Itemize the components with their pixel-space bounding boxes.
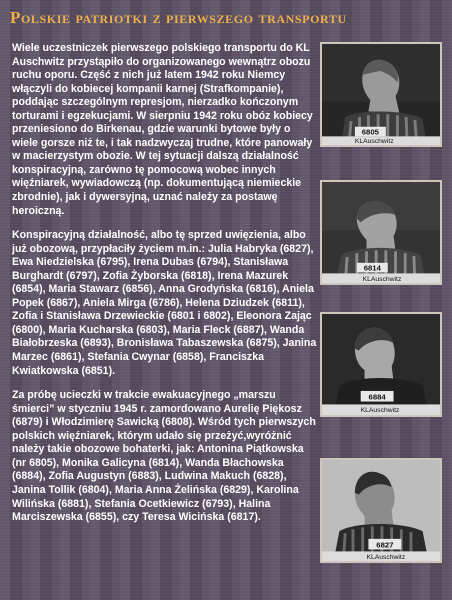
paragraph-resistance: Wiele uczestniczek pierwszego polskiego transportu do KL Auschwitz przystąpiło do organizowanego wewnątrz obozu ruchu oporu. Część z nich już latem 1942 roku Niemcy włączyli do kobiecej kompanii karnej (Strafkompanie), poddając szczególnym represjom, nierzadko kończonym torturami i egzekucjami. W sierpniu 1942 roku obóz kobiecy przeniesiono do Birkenau, gdzie warunki bytowe były o wiele gorsze niż te, i tak nadzwyczaj trudne, które panowały w macierzystym obozie. W tej sytuacji dalszą działalność konspiracyjną, zarówno tę pomocową wobec innych więźniarek, wywiadowczą (np. dokumentującą niemieckie zbrodnie), jak i dywersyjną, uznać należy za postawę heroiczną. [12, 42, 313, 217]
photo-3-camp-label: KLAuschwitz [360, 407, 400, 415]
page-title: Polskie patriotki z pierwszego transportu [10, 8, 347, 27]
photo-2-number: 6814 [363, 263, 381, 273]
prisoner-photo-4 [320, 458, 442, 563]
photo-4-camp-label: KLAuschwitz [366, 554, 406, 561]
photo-2-camp-label: KLAuschwitz [362, 276, 402, 283]
prisoner-photo-2 [320, 180, 442, 285]
article-body [12, 42, 318, 536]
paragraph-victims: Konspiracyjną działalność, albo tę sprzed uwięzienia, albo już obozową, przypłaciły życiem m.in.: Julia Habryka (6827), Ewa Niedzielska (6795), Irena Dubas (6794), Stanisława Burghardt (6797), Zofia Żyborska (6818), Irena Mazurek (6854), Maria Stawarz (6856), Anna Grodyńska (6816), Aniela Popek (6867), Aniela Mirga (6786), Helena Dziudzek (6811), Zofia i Stanisława Drzewieckie (6801 i 6802), Eleonora Zając (6800), Maria Kucharska (6803), Maria Fleck (6887), Wanda Białobrzeska (6893), Bronisława Tabaszewska (6875), Janina Marzec (6861), Stefania Cwynar (6858), Franciszka Kwiatkowska (6851). [12, 229, 317, 377]
prisoner-photo-3 [320, 312, 442, 417]
photo-4-number: 6827 [376, 540, 394, 550]
paragraph-survivors: Za próbę ucieczki w trakcie ewakuacyjnego „marszu śmierci” w styczniu 1945 r. zamordowano Aurelię Piękosz (6879) i Włodzimierę Sawicką (6808). Wśród tych pierwszych polskich więźniarek, którym udało się przeżyć,wyróżnić należy takie obozowe bohaterki, jak: Antonina Piątkowska (nr 6805), Monika Galicyna (6814), Wanda Błachowska (6884), Zofia Augustyn (6883), Ludwina Makuch (6828), Janina Tollik (6804), Maria Anna Żelińska (6829), Karolina Wilińska (6881), Stefania Ocetkiewicz (6793), Halina Marciszewska (6855), czy Teresa Wicińska (6817). [12, 389, 316, 524]
photo-1-camp-label: KLAuschwitz [354, 138, 394, 145]
prisoner-photo-1 [320, 42, 442, 147]
photo-3-number: 6884 [368, 392, 386, 402]
photo-1-number: 6805 [361, 127, 379, 137]
